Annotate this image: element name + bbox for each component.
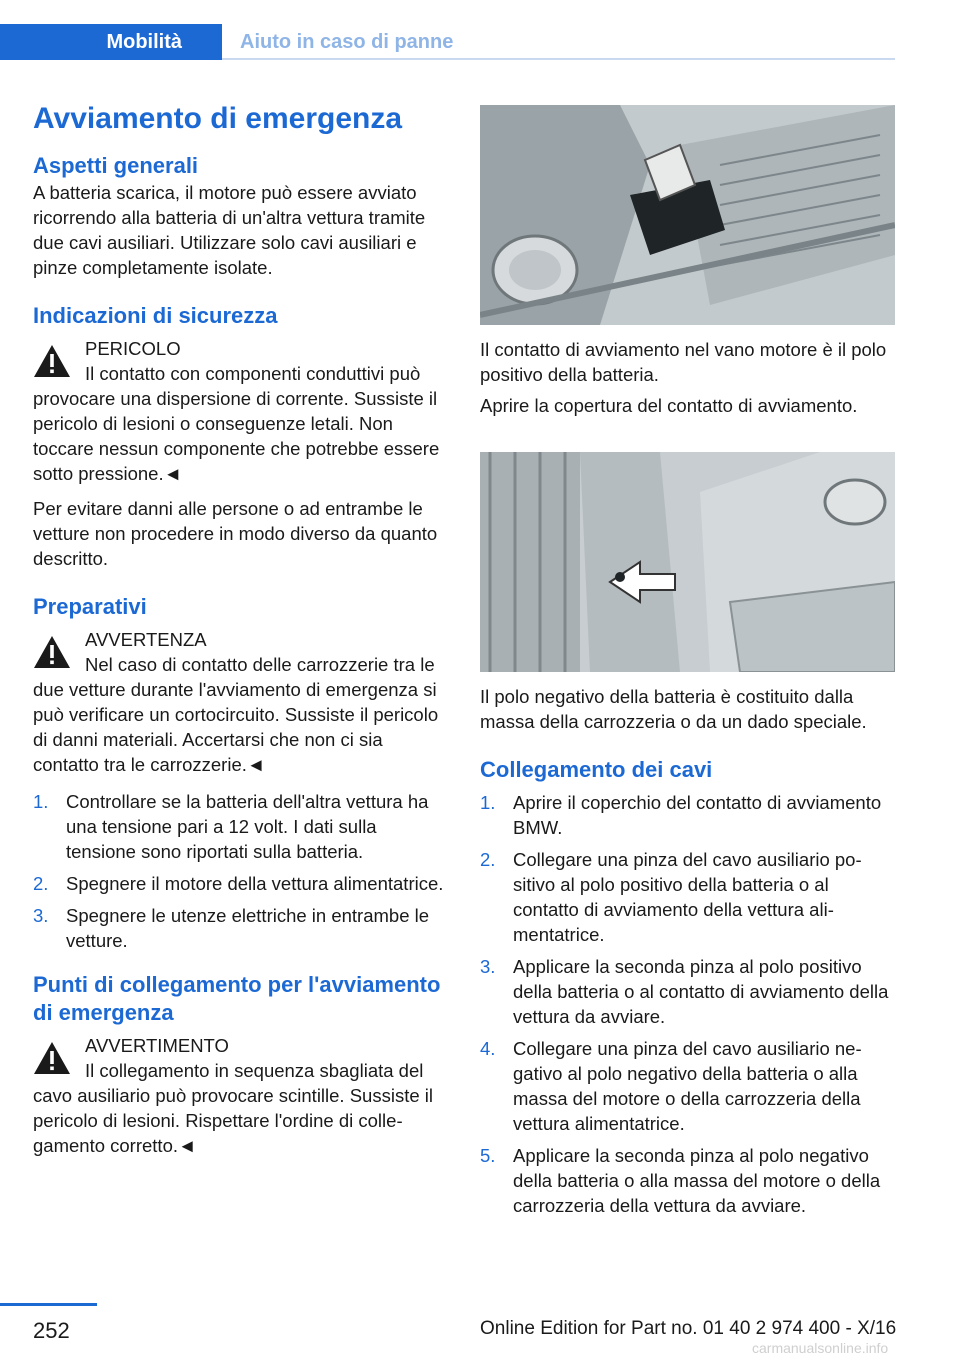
warning-triangle-icon [33,635,71,669]
list-item: 2. Spegnere il motore della vettura alimentatrice. [33,873,444,894]
caution-notice [33,627,451,777]
cables-heading: Collegamento dei cavi [480,757,713,782]
safety-text: Per evitare danni alle persone o ad entrambe le vetture non procedere in modo diverso da quanto descritto. [33,498,438,569]
list-item: 1. Controllare se la batteria dell'altra vettura ha una tensione pari a 12 volt. I dati sulla tensione sono riportati sulla batteria. [33,791,429,862]
list-item: 5. Applicare la seconda pinza al polo negativo della batteria o alla massa del motore o della carrozzeria della vettura da avviare. [480,1145,881,1216]
right-column [480,105,895,1225]
caption-open-cover: Aprire la copertura del contatto di avviamento. [480,395,858,416]
page-number: 252 [33,1318,70,1343]
safety-heading: Indicazioni di sicurezza [33,303,278,328]
danger-title: PERICOLO [85,338,181,359]
caption-negative: Il polo negativo della batteria è costituito dalla massa della carrozzeria o da un dado speciale. [480,686,867,732]
general-heading: Aspetti generali [33,153,199,178]
watermark: carmanualsonline.info [752,1340,889,1356]
warning-text: Il collegamento in sequenza sbagliata del cavo ausiliario può provocare scintille. Sussiste il pericolo di lesioni. Rispettare l'ordine di collegamento corretto.◄ [33,1060,433,1156]
danger-text: Il contatto con componenti conduttivi può provocare una dispersione di corrente. Sussiste il pericolo di lesioni o conseguenze letali. Non toccare nessun componente che potrebbe essere sotto pressione.◄ [33,363,440,484]
caution-text: Nel caso di contatto delle carrozzerie tra le due vetture durante l'avviamento di emergenza si può verificare un cortocircuito. Sussiste il pericolo di danni materiali. Accertarsi che non ci sia contatto tra le carrozzerie.◄ [33,654,439,775]
engine-bay-photo-negative [480,452,895,672]
footer-rule [0,1303,97,1306]
list-item: 3. Applicare la seconda pinza al polo positivo della batteria o al contatto di avviamento della vettura da avviare. [480,956,889,1027]
list-item: 3. Spegnere le utenze elettriche in entrambe le vetture. [33,905,430,951]
warning-triangle-icon [33,344,71,378]
cable-steps-list [480,790,895,1218]
general-text: A batteria scarica, il motore può essere avviato ricorrendo alla batteria di un'altra vettura tramite due cavi ausiliari. Utilizzare solo cavi ausiliari e pinze completamente isolate. [33,182,426,278]
caption-positive: Il contatto di avviamento nel vano motore è il polo positivo della batteria. [480,339,887,385]
warning-triangle-icon [33,1041,71,1075]
caution-title: AVVERTENZA [85,629,207,650]
engine-bay-photo-positive [480,105,895,325]
prep-heading: Preparativi [33,594,147,619]
list-item: 2. Collegare una pinza del cavo ausiliario positivo al polo positivo della batteria o al contatto di avviamento della vettura alimentatrice. [480,849,862,945]
page-title: Avviamento di emergenza [33,102,403,135]
danger-notice [33,336,451,486]
list-item: 4. Collegare una pinza del cavo ausiliario negativo al polo negativo della batteria o alla massa del motore o della carrozzeria della vettura alimentatrice. [480,1038,862,1134]
warning-title: AVVERTIMENTO [85,1035,229,1056]
left-column [33,100,451,1158]
prep-steps-list [33,789,451,953]
warning-notice [33,1033,451,1158]
edition-info: Online Edition for Part no. 01 40 2 974 400 - X/16 [480,1318,897,1339]
section-tab: Mobilità [0,24,222,60]
list-item: 1. Aprire il coperchio del contatto di avviamento BMW. [480,792,882,838]
header-rule [222,58,895,60]
page-header [0,24,895,60]
points-heading: Punti di collegamento per l'avviamento di emergenza [33,972,441,1025]
subsection-tab: Aiuto in caso di panne [240,31,454,53]
